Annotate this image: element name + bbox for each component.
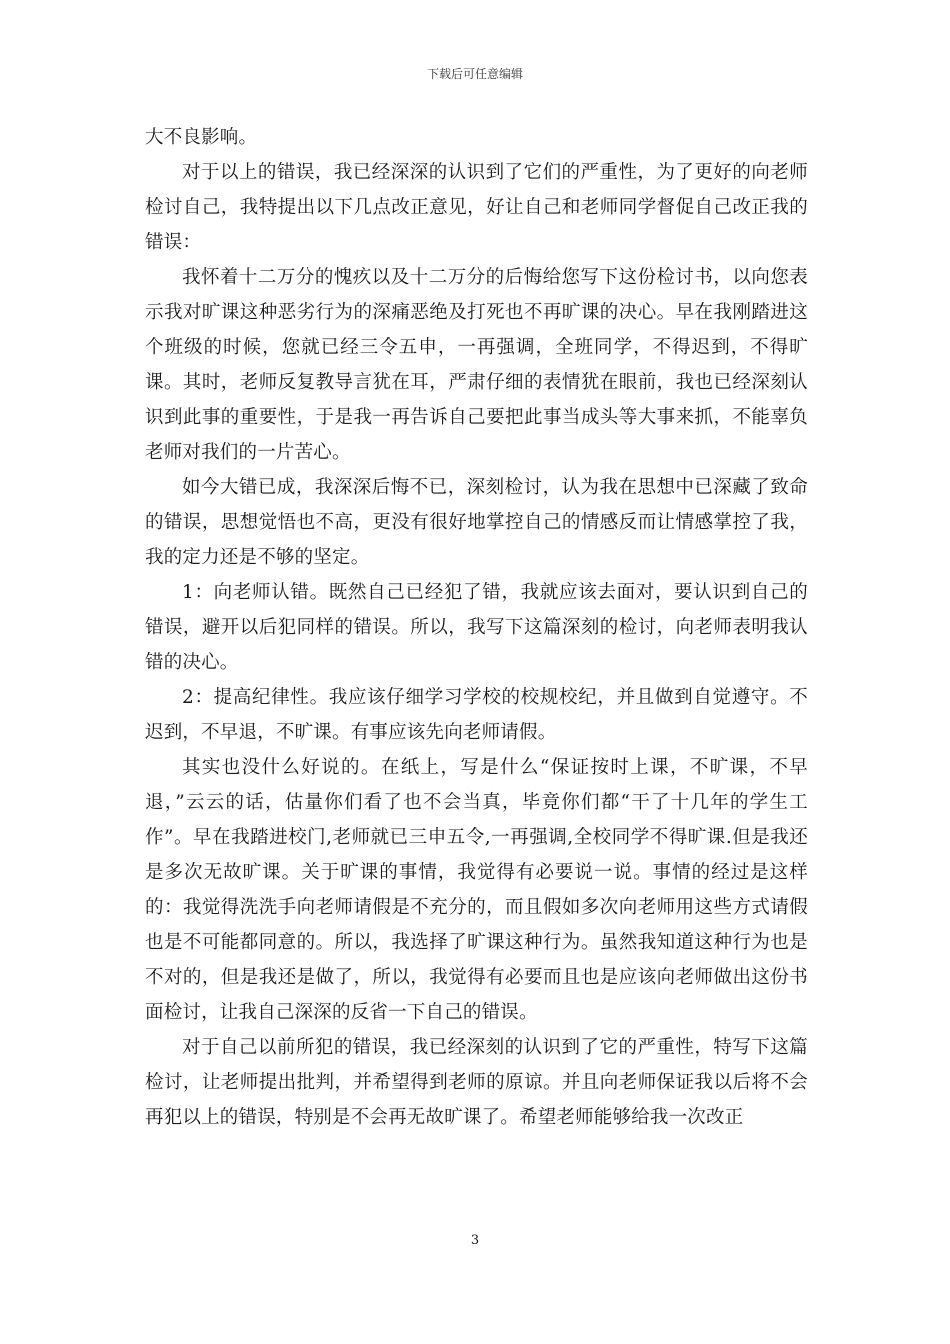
- page-number: 3: [470, 1233, 480, 1248]
- paragraph-2: 对于以上的错误，我已经深深的认识到了它们的严重性，为了更好的向老师检讨自己，我特提出以下几点改正意见，好让自己和老师同学督促自己改正我的错误：: [145, 162, 808, 253]
- page-header: 下载后可任意编辑: [426, 67, 523, 81]
- paragraph-8: 对于自己以前所犯的错误，我已经深刻的认识到了它的严重性，特写下这篇检讨，让老师提出批判，并希望得到老师的原谅。并且向老师保证我以后将不会再犯以上的错误，特别是不会再无故旷课了。希望老师能够给我一次改正: [145, 1037, 808, 1128]
- paragraph-4: 如今大错已成，我深深后悔不已，深刻检讨，认为我在思想中已深藏了致命的错误，思想觉悟也不高，更没有很好地掌控自己的情感反而让情感掌控了我，我的定力还是不够的坚定。: [145, 477, 808, 568]
- paragraph-6: 2：提高纪律性。我应该仔细学习学校的校规校纪，并且做到自觉遵守。不迟到，不早退，不旷课。有事应该先向老师请假。: [145, 687, 808, 743]
- paragraph-1: 大不良影响。: [145, 127, 258, 148]
- paragraph-3: 我怀着十二万分的愧疚以及十二万分的后悔给您写下这份检讨书，以向您表示我对旷课这种恶劣行为的深痛恶绝及打死也不再旷课的决心。早在我刚踏进这个班级的时候，您就已经三令五申，一再强调，全班同学，不得迟到，不得旷课。其时，老师反复教导言犹在耳，严肃仔细的表情犹在眼前，我也已经深刻认识到此事的重要性，于是我一再告诉自己要把此事当成头等大事来抓，不能辜负老师对我们的一片苦心。: [145, 267, 808, 463]
- document-body: [145, 120, 808, 1135]
- paragraph-7: 其实也没什么好说的。在纸上，写是什么“保证按时上课，不旷课，不早退，”云云的话，估量你们看了也不会当真，毕竟你们都“干了十几年的学生工作”。早在我踏进校门,老师就已三申五令,一再强调,全校同学不得旷课.但是我还是多次无故旷课。关于旷课的事情，我觉得有必要说一说。事情的经过是这样的：我觉得洗洗手向老师请假是不充分的，而且假如多次向老师用这些方式请假也是不可能都同意的。所以，我选择了旷课这种行为。虽然我知道这种行为也是不对的，但是我还是做了，所以，我觉得有必要而且也是应该向老师做出这份书面检讨，让我自己深深的反省一下自己的错误。: [145, 757, 808, 1023]
- paragraph-5: 1：向老师认错。既然自己已经犯了错，我就应该去面对，要认识到自己的错误，避开以后犯同样的错误。所以，我写下这篇深刻的检讨，向老师表明我认错的决心。: [145, 582, 808, 673]
